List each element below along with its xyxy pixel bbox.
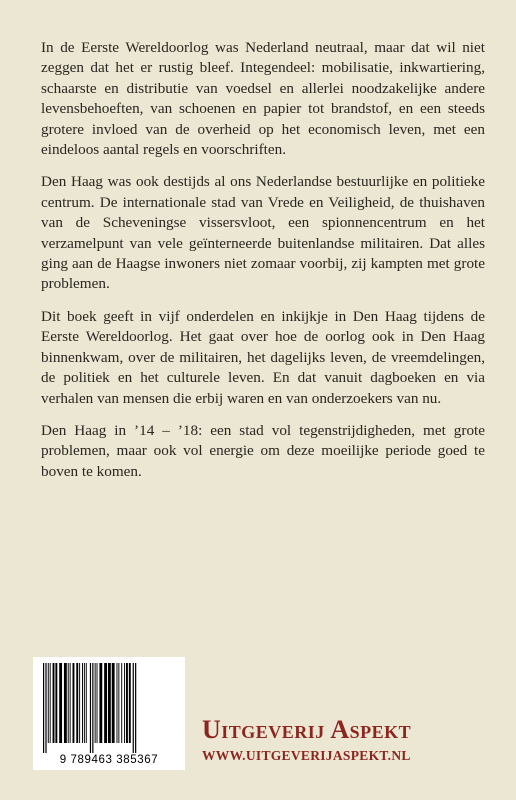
- blurb-paragraph-1: In de Eerste Wereldoorlog was Nederland neutraal, maar dat wil niet zeggen dat het er rustig bleef. Integendeel: mobilisatie, inkwartiering, schaarste en distributie van voedsel en allerlei noodzakelijke andere levensbehoeften, van schoenen en papier tot brandstof, en een steeds grotere invloed van de overheid op het economisch leven, met een eindeloos aantal regels en voorschriften.: [41, 39, 485, 159]
- barcode-bar: [70, 663, 71, 743]
- isbn-barcode: [33, 657, 185, 770]
- barcode-bar: [135, 663, 136, 753]
- barcode-bar: [117, 663, 118, 743]
- barcode-bar: [124, 663, 125, 743]
- barcode-bar: [97, 663, 98, 743]
- publisher-block: [202, 716, 492, 764]
- barcode-bar: [108, 663, 111, 743]
- barcode-bar: [79, 663, 80, 743]
- barcode-bar: [55, 663, 57, 743]
- barcode-bar: [126, 663, 128, 743]
- barcode-bar: [50, 663, 51, 743]
- barcode-bar: [43, 663, 44, 753]
- blurb-paragraph-2: Den Haag was ook destijds al ons Nederlandse bestuurlijke en politieke centrum. De internationale stad van Vrede en Veiligheid, de thuishaven van de Scheveningse vissersvloot, een spionnencentrum en het verzamelpunt van vele geïnterneerde buitenlandse militairen. Dat alles ging aan de Haagse inwoners niet zomaar voorbij, zij kampten met grote problemen.: [41, 173, 485, 293]
- barcode-bar: [45, 663, 46, 753]
- barcode-bar: [59, 663, 62, 743]
- barcode-bars: [39, 663, 179, 753]
- barcode-bar: [48, 663, 49, 743]
- barcode-bar: [86, 663, 87, 743]
- barcode-bar: [73, 663, 75, 743]
- barcode-bar: [133, 663, 134, 753]
- barcode-bar: [53, 663, 55, 743]
- barcode-bar: [99, 663, 102, 743]
- blurb-paragraph-4: Den Haag in ’14 – ’18: een stad vol tegenstrijdigheden, met grote problemen, maar ook vol energie om deze moeilijke periode goed te boven te komen.: [41, 421, 485, 480]
- barcode-bar: [68, 663, 69, 743]
- barcode-bar: [92, 663, 93, 753]
- barcode-bar: [104, 663, 107, 743]
- publisher-url: WWW.UITGEVERIJASPEKT.NL: [202, 748, 411, 763]
- publisher-name: Uitgeverij Aspekt: [202, 715, 412, 744]
- barcode-bar: [84, 663, 85, 743]
- barcode-bar: [118, 663, 119, 743]
- barcode-bar: [129, 663, 131, 743]
- back-cover-blurb: [41, 38, 485, 494]
- barcode-bar: [112, 663, 115, 743]
- barcode-bar: [76, 663, 78, 743]
- isbn-number: 9 789463 385367: [59, 754, 159, 766]
- blurb-paragraph-3: Dit boek geeft in vijf onderdelen en inkijkje in Den Haag tijdens de Eerste Wereldoorlog. Het gaat over hoe de oorlog ook in Den Haag binnenkwam, over de militairen, het dagelijks leven, de vreemdelingen, de politiek en het culturele leven. En dat vanuit dagboeken en via verhalen van mensen die erbij waren en van onderzoekers van nu.: [41, 307, 485, 407]
- barcode-bar: [90, 663, 91, 753]
- barcode-bar: [64, 663, 67, 743]
- barcode-bar: [82, 663, 83, 743]
- barcode-bar: [95, 663, 96, 743]
- barcode-bar: [121, 663, 122, 743]
